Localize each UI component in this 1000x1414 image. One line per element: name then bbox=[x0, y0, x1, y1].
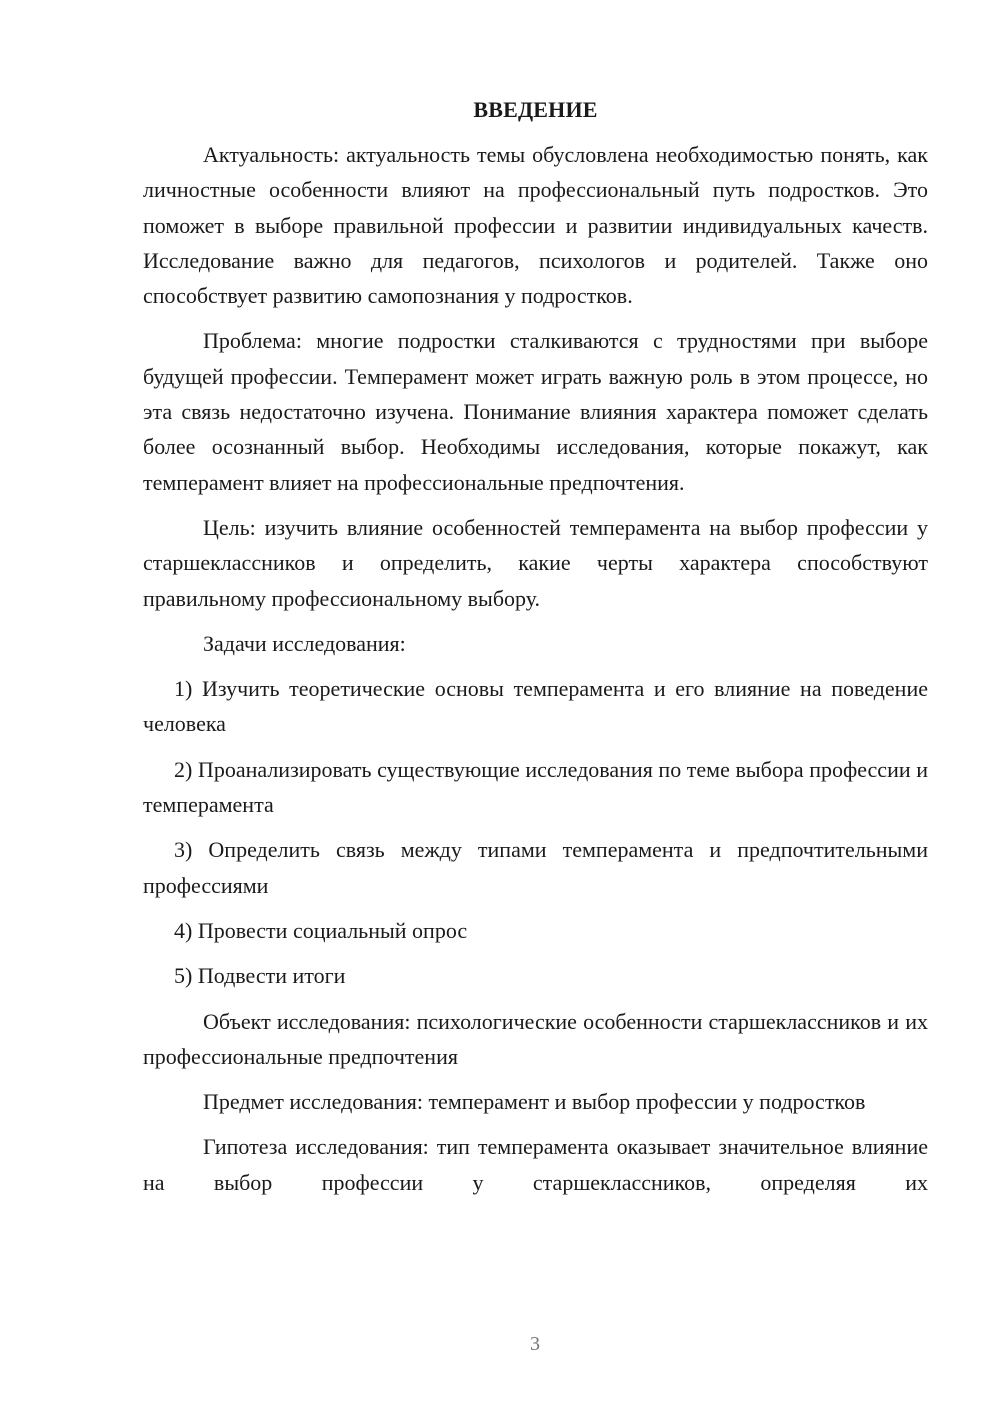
task-item-3: 3) Определить связь между типами темперамента и предпочтительными профессиями bbox=[143, 837, 928, 898]
document-body bbox=[143, 92, 928, 1210]
subject-paragraph: Предмет исследования: темперамент и выбор профессии у подростков bbox=[203, 1089, 866, 1115]
problem-paragraph: Проблема: многие подростки сталкиваются с трудностями при выборе будущей профессии. Темперамент может играть важную роль в этом процессе, но эта связь недостаточно изучена. Понимание влияния характера поможет сделать более осознанный выбор. Необходимы исследования, которые покажут, как темперамент влияет на профессиональные предпочтения. bbox=[143, 328, 928, 495]
relevance-paragraph: Актуальность: актуальность темы обусловлена необходимостью понять, как личностные особенности влияют на профессиональный путь подростков. Это поможет в выборе правильной профессии и развитии индивидуальных качеств. Исследование важно для педагогов, психологов и родителей. Также оно способствует развитию самопознания у подростков. bbox=[143, 142, 928, 309]
object-paragraph: Объект исследования: психологические особенности старшеклассников и их профессиональные предпочтения bbox=[143, 1008, 928, 1069]
task-item-4: 4) Провести социальный опрос bbox=[174, 917, 468, 943]
hypothesis-paragraph: Гипотеза исследования: тип темперамента оказывает значительное влияние на выбор профессии у старшеклассников, определяя их bbox=[143, 1134, 928, 1195]
task-item-1: 1) Изучить теоретические основы темперамента и его влияние на поведение человека bbox=[143, 676, 928, 737]
goal-paragraph: Цель: изучить влияние особенностей темперамента на выбор профессии у старшеклассников и определить, какие черты характера способствуют правильному профессиональному выбору. bbox=[143, 514, 928, 611]
task-item-2: 2) Проанализировать существующие исследования по теме выбора профессии и темперамента bbox=[143, 756, 928, 818]
section-title: ВВЕДЕНИЕ bbox=[473, 97, 598, 122]
task-item-5: 5) Подвести итоги bbox=[174, 963, 346, 989]
tasks-heading: Задачи исследования: bbox=[203, 630, 406, 656]
page-number: 3 bbox=[530, 1333, 540, 1355]
